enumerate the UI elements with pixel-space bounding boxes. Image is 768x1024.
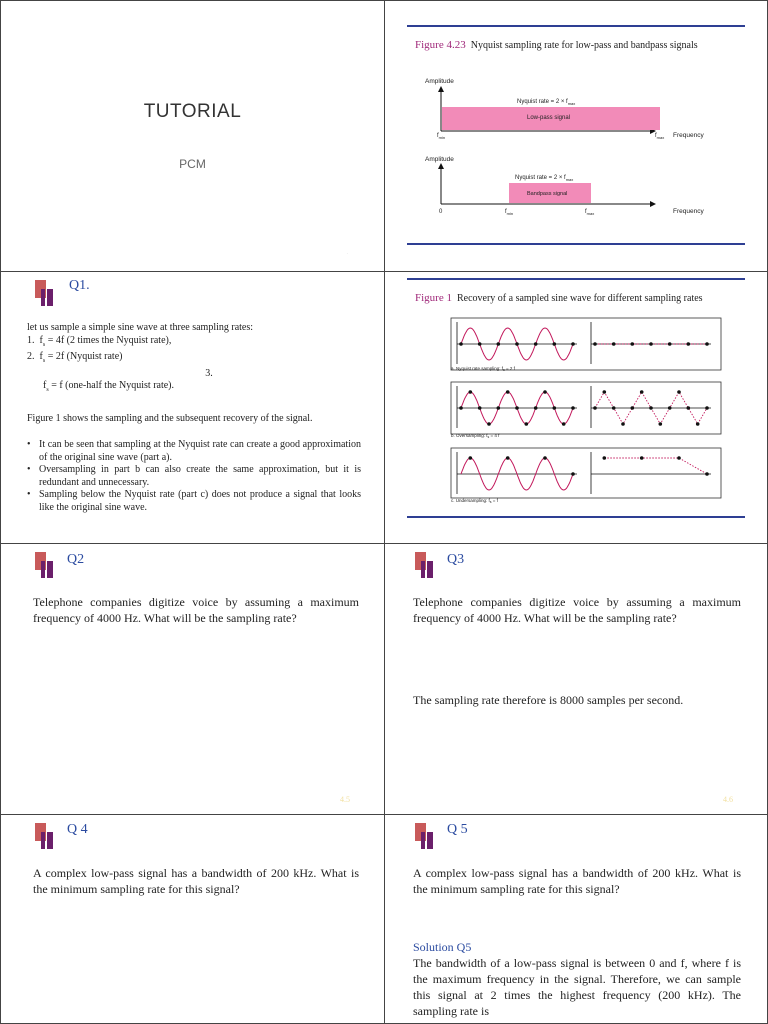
bottom-zero-label: 0: [439, 209, 443, 215]
top-nyquist-rate: Nyquist rate = $2 \times f_{max}$: [517, 99, 576, 106]
panel-b-recovered-point: [687, 406, 691, 410]
panel-b-recovered-point: [677, 390, 681, 394]
slide-figure-1: [384, 271, 768, 544]
slide-figure-4-23: [384, 0, 768, 272]
slide-logo: [415, 823, 433, 849]
slide-logo: [35, 280, 53, 306]
question-label: Q 4: [67, 822, 88, 837]
slide-logo: [415, 552, 433, 578]
panel-a-label: a. Nyquist rate sampling: $f_s = 2$ f: [451, 366, 515, 372]
page-number: 4.6: [723, 795, 733, 804]
slide-logo: [35, 552, 53, 578]
panel-b-sample-point: [487, 422, 491, 426]
top-amplitude-label: Amplitude: [425, 78, 454, 85]
question-label: Q1.: [69, 278, 90, 293]
panel-b-recovered-point: [640, 390, 644, 394]
panel-b-sample-point: [571, 406, 575, 410]
panel-c-sample-point: [469, 456, 473, 460]
nyquist-diagram: [385, 1, 768, 272]
q1-bullets: [27, 439, 361, 514]
slide-title-heading: TUTORIAL: [143, 101, 242, 122]
top-frequency-label: Frequency: [673, 132, 704, 139]
panel-b-sample-point: [497, 406, 501, 410]
q5-solution: The bandwidth of a low-pass signal is between 0 and f, where f is the maximum frequency in the signal. Therefore, we can sample this signal at 2 times the highest frequency (200 kHz). The sampling rate is: [413, 956, 741, 1018]
q4-question: A complex low-pass signal has a bandwidth of 200 kHz. What is the minimum sampling rate for this signal?: [33, 866, 359, 896]
panel-b-sample-point: [543, 390, 547, 394]
figure-number: Figure 4.23: [415, 39, 466, 51]
panel-b-sample-point: [459, 406, 463, 410]
panel-a-recovered-point: [649, 342, 653, 346]
bottom-y-arrow: [438, 163, 444, 169]
figure-number: Figure 1: [415, 292, 452, 304]
panel-b-recovered-point: [631, 406, 635, 410]
q3-question: Telephone companies digitize voice by assuming a maximum frequency of 4000 Hz. What will be the sampling rate?: [413, 595, 741, 625]
panel-b-recovered-point: [668, 406, 672, 410]
q3-answer: The sampling rate therefore is 8000 samples per second.: [413, 693, 684, 707]
slide-mark: ·: [346, 252, 348, 257]
panel-b-recovered-point: [659, 422, 663, 426]
panel-a-recovered-point: [593, 342, 597, 346]
q1-figure-ref: Figure 1 shows the sampling and the subsequent recovery of the signal.: [27, 412, 313, 424]
bottom-nyquist-rate: Nyquist rate = $2 \times f_{max}$: [515, 175, 574, 182]
slide-q5: [384, 814, 768, 1024]
slide-q2: [0, 543, 385, 815]
panel-b-recovered-point: [621, 422, 625, 426]
bandpass-signal-label: Bandpass signal: [527, 191, 568, 197]
q1-intro: let us sample a simple sine wave at three sampling rates:: [27, 322, 254, 333]
panel-c-recovered: [604, 458, 707, 474]
panel-a-sample-point: [459, 342, 463, 346]
panel-b-sample-point: [562, 422, 566, 426]
figure-caption-text: Recovery of a sampled sine wave for different sampling rates: [456, 293, 703, 304]
panel-b-label: b. Oversampling: $f_s = 4$ f: [451, 433, 500, 439]
panel-c-recovered-point: [705, 472, 709, 476]
solution-label: Solution Q5: [413, 940, 472, 954]
panel-b-sample-point: [469, 390, 473, 394]
panel-c-recovered-point: [677, 456, 681, 460]
top-fmax-label: $f_{max}$: [655, 133, 665, 140]
bottom-fmax-label: $f_{max}$: [585, 209, 595, 216]
q2-question: Telephone companies digitize voice by assuming a maximum frequency of 4000 Hz. What will be the sampling rate?: [33, 595, 359, 625]
panel-b-recovered-point: [593, 406, 597, 410]
slide-title: [0, 0, 385, 272]
panel-a-sample-point: [534, 342, 538, 346]
panel-a-sample-point: [571, 342, 575, 346]
q1-bullet-3: • Sampling below the Nyquist rate (part c) does not produce a signal that looks like the original sine wave.: [27, 489, 361, 514]
panel-b-recovered-point: [696, 422, 700, 426]
q5-question: A complex low-pass signal has a bandwidth of 200 kHz. What is the minimum sampling rate for this signal?: [413, 866, 741, 896]
panel-a-recovered-point: [705, 342, 709, 346]
q1-item-2: 2. $f_s = 2f$ (Nyquist rate): [27, 351, 123, 364]
slide-subtitle: PCM: [179, 157, 206, 171]
panel-a-recovered-point: [668, 342, 672, 346]
bottom-amplitude-label: Amplitude: [425, 156, 454, 163]
panel-b-sample-point: [534, 406, 538, 410]
panel-b-sample-point: [478, 406, 482, 410]
q1-item-3-num: 3.: [205, 367, 213, 379]
panel-c-frame: [451, 448, 721, 498]
panel-c-sample-point: [571, 472, 575, 476]
slide-logo: [35, 823, 53, 849]
question-label: Q 5: [447, 822, 468, 837]
panel-c-sample-point: [506, 456, 510, 460]
top-fmin-label: $f_{min}$: [437, 133, 446, 140]
panel-b-sample-point: [515, 406, 519, 410]
figure-bottom-rule: [407, 516, 745, 518]
panel-a-recovered-point: [631, 342, 635, 346]
q1-bullet-1: • It can be seen that sampling at the Nyquist rate can create a good approximation of the original sine wave (part a).: [27, 439, 361, 464]
panel-a-recovered-point: [612, 342, 616, 346]
panel-a-recovered-point: [687, 342, 691, 346]
slide-q4: [0, 814, 385, 1024]
q1-item-1: 1. $f_s = 4f$ (2 times the Nyquist rate),: [27, 334, 172, 348]
bottom-x-arrow: [650, 201, 656, 207]
panel-a-sample-point: [497, 342, 501, 346]
panel-b-sample-point: [525, 422, 529, 426]
panel-b-sample-point: [506, 390, 510, 394]
lowpass-signal-label: Low-pass signal: [527, 115, 571, 121]
panel-a-sample-point: [553, 342, 557, 346]
panel-c-label: c. Undersampling: $f_s = f$: [451, 498, 498, 504]
panel-c-recovered-point: [640, 456, 644, 460]
figure-caption-text: Nyquist sampling rate for low-pass and bandpass signals: [470, 40, 698, 51]
figure-bottom-rule: [407, 243, 745, 245]
bottom-frequency-label: Frequency: [673, 208, 704, 215]
q1-item-3: $f_s = f$ (one-half the Nyquist rate).: [43, 380, 175, 393]
panel-a-sample-point: [478, 342, 482, 346]
panel-b-recovered-point: [612, 406, 616, 410]
page-number: 4.5: [340, 795, 350, 804]
panel-c-recovered-point: [603, 456, 607, 460]
panel-b-sample-point: [553, 406, 557, 410]
slide-q1: [0, 271, 385, 544]
sampling-figure: [385, 272, 768, 544]
panel-b-recovered-point: [603, 390, 607, 394]
panel-b-recovered-point: [649, 406, 653, 410]
q1-bullet-2: • Oversampling in part b can also create the same approximation, but it is redundant and unnecessary.: [27, 464, 361, 489]
bottom-fmin-label: $f_{min}$: [505, 209, 514, 216]
slide-q3: [384, 543, 768, 815]
question-label: Q3: [447, 552, 465, 567]
panel-b-recovered-point: [705, 406, 709, 410]
top-y-arrow: [438, 86, 444, 92]
question-label: Q2: [67, 552, 85, 567]
q1-body: [27, 322, 361, 514]
panel-c-sample-point: [543, 456, 547, 460]
panel-a-sample-point: [515, 342, 519, 346]
